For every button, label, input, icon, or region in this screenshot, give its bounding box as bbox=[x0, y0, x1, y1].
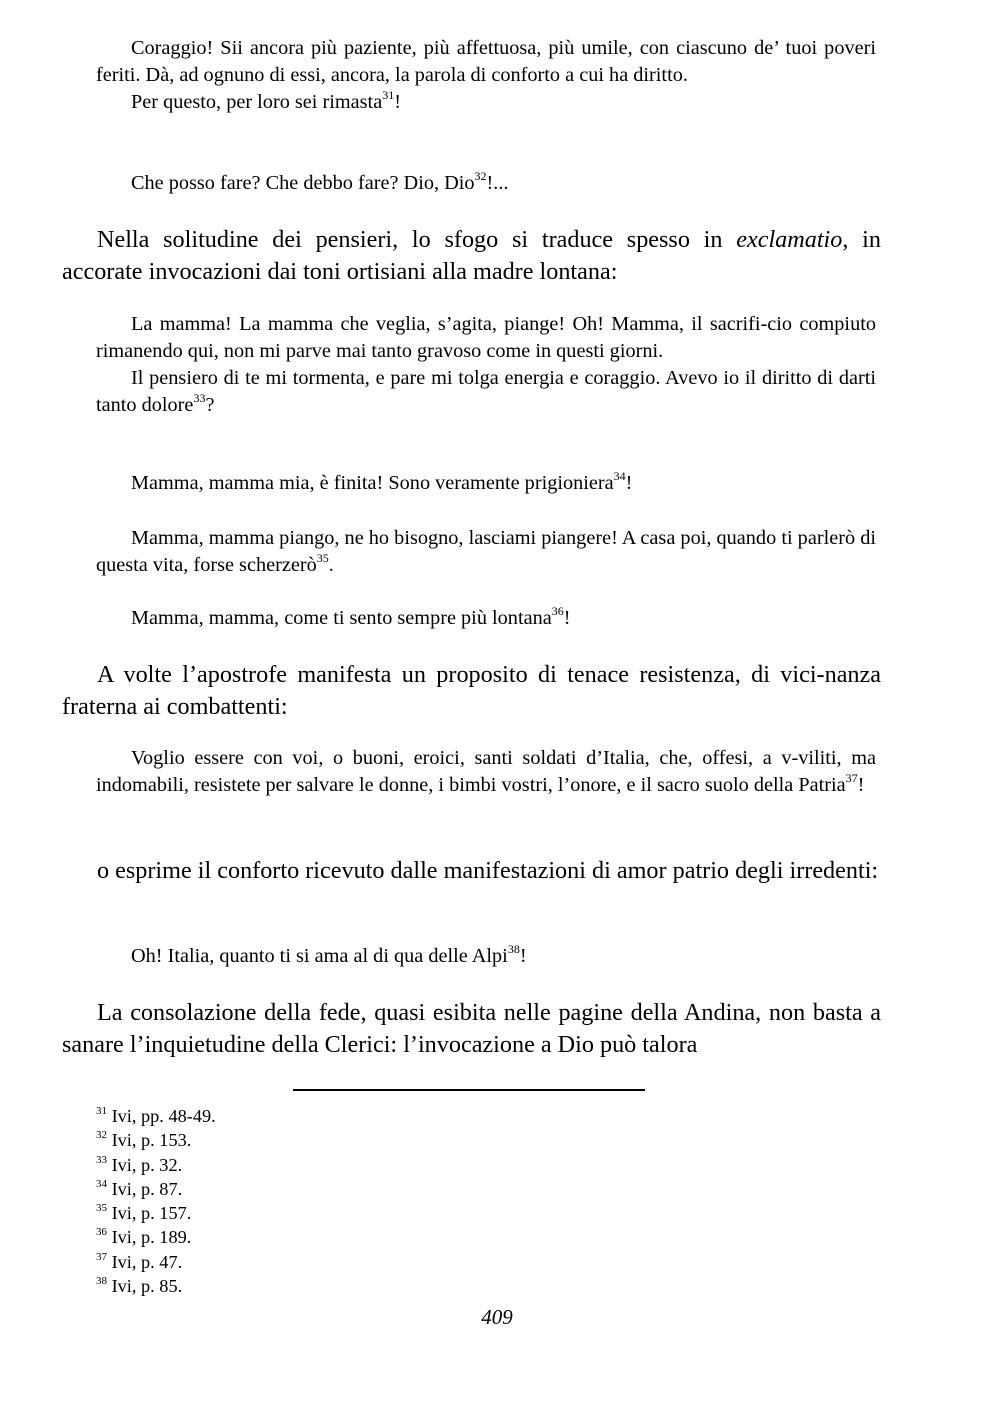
footnote-ref[interactable]: 31 bbox=[382, 88, 395, 103]
quote-paragraph bbox=[96, 943, 876, 970]
footnote bbox=[96, 1153, 216, 1177]
quote-paragraph bbox=[96, 470, 876, 497]
block-quote bbox=[96, 943, 876, 970]
quote-text-end: ! bbox=[519, 945, 527, 967]
quote-paragraph: Coraggio! Sii ancora più paziente, più affettuosa, più umile, con ciascuno de’ tuoi poveri feriti. Dà, ad ognuno di essi, ancora, la parola di conforto a cui ha diritto. bbox=[96, 37, 876, 86]
footnotes bbox=[96, 1104, 216, 1298]
footnote bbox=[96, 1104, 216, 1128]
footnote bbox=[96, 1177, 216, 1201]
quote-paragraph bbox=[96, 605, 876, 632]
quote-paragraph bbox=[96, 89, 876, 116]
body-text: o esprime il conforto ricevuto dalle manifestazioni di amor patrio degli irredenti: bbox=[97, 857, 879, 884]
footnote-number: 33 bbox=[96, 1153, 107, 1166]
footnote-ref[interactable]: 38 bbox=[507, 942, 520, 957]
footnote-text: Ivi, p. 85. bbox=[111, 1276, 183, 1297]
block-quote bbox=[96, 35, 876, 116]
body-paragraph bbox=[62, 855, 881, 887]
quote-text-end: ! bbox=[563, 607, 571, 629]
block-quote bbox=[96, 470, 876, 497]
quote-text-end: !... bbox=[486, 172, 509, 194]
footnote bbox=[96, 1250, 216, 1274]
footnote-ref[interactable]: 36 bbox=[551, 604, 564, 619]
quote-text: Mamma, mamma, come ti sento sempre più lontana bbox=[131, 607, 552, 629]
quote-text: Mamma, mamma mia, è finita! Sono veramente prigioniera bbox=[131, 472, 614, 494]
body-paragraph bbox=[62, 997, 881, 1060]
footnote-number: 36 bbox=[96, 1226, 107, 1239]
footnote-text: Ivi, p. 87. bbox=[111, 1178, 183, 1199]
block-quote bbox=[96, 170, 876, 197]
footnote-text: Ivi, p. 189. bbox=[111, 1227, 192, 1248]
footnote-text: Ivi, pp. 48-49. bbox=[111, 1106, 216, 1126]
footnote bbox=[96, 1274, 216, 1298]
footnote-ref[interactable]: 35 bbox=[316, 551, 329, 566]
body-text: A volte l’apostrofe manifesta un proposito di tenace resistenza, di vici-nanza fraterna ai combattenti: bbox=[62, 661, 881, 720]
body-text: Nella solitudine dei pensieri, lo sfogo si traduce spesso in bbox=[97, 226, 737, 253]
quote-text-end: ! bbox=[625, 472, 633, 494]
footnote-text: Ivi, p. 47. bbox=[111, 1251, 183, 1272]
quote-text-end: ? bbox=[205, 394, 215, 416]
footnote-number: 37 bbox=[96, 1250, 107, 1263]
footnote-ref[interactable]: 37 bbox=[845, 771, 858, 786]
block-quote bbox=[96, 745, 876, 799]
block-quote bbox=[96, 605, 876, 632]
footnote bbox=[96, 1128, 216, 1152]
quote-text: Oh! Italia, quanto ti si ama al di qua delle Alpi bbox=[131, 945, 508, 967]
footnote bbox=[96, 1225, 216, 1249]
quote-paragraph bbox=[96, 365, 876, 419]
quote-text: Il pensiero di te mi tormenta, e pare mi tolga energia e coraggio. Avevo io il diritto di darti tanto dolore bbox=[96, 367, 876, 416]
footnote-number: 31 bbox=[96, 1104, 107, 1117]
quote-paragraph bbox=[96, 170, 876, 197]
quote-text-end: . bbox=[328, 554, 334, 576]
footnote-text: Ivi, p. 153. bbox=[111, 1130, 192, 1151]
quote-paragraph bbox=[96, 525, 876, 579]
emphasis: exclamatio bbox=[736, 226, 843, 253]
footnote-ref[interactable]: 32 bbox=[474, 169, 487, 184]
footnote-text: Ivi, p. 157. bbox=[111, 1203, 192, 1224]
footnote-number: 38 bbox=[96, 1274, 107, 1287]
body-text: La consolazione della fede, quasi esibita nelle pagine della Andina, non basta a sanare l’inquietudine della Clerici: l’invocazione a Dio può talora bbox=[62, 999, 881, 1058]
body-text: , in accorate invocazioni dai toni ortisiani alla madre lontana: bbox=[62, 226, 881, 285]
footnote-number: 34 bbox=[96, 1177, 107, 1190]
body-paragraph bbox=[62, 224, 881, 287]
quote-text-end: ! bbox=[857, 774, 865, 796]
footnote-ref[interactable]: 33 bbox=[193, 391, 206, 406]
footnote bbox=[96, 1201, 216, 1225]
block-quote bbox=[96, 311, 876, 419]
body-paragraph bbox=[62, 659, 881, 722]
footnote-number: 35 bbox=[96, 1202, 107, 1215]
footnote-separator bbox=[293, 1089, 645, 1091]
quote-text: Mamma, mamma piango, ne ho bisogno, lasciami piangere! A casa poi, quando ti parlerò di questa vita, forse scherzerò bbox=[96, 527, 876, 576]
quote-paragraph bbox=[96, 745, 876, 799]
quote-text: Per questo, per loro sei rimasta bbox=[131, 91, 383, 113]
page-number: 409 bbox=[481, 1305, 513, 1329]
block-quote bbox=[96, 525, 876, 579]
quote-text: Che posso fare? Che debbo fare? Dio, Dio bbox=[131, 172, 475, 194]
quote-text: Voglio essere con voi, o buoni, eroici, santi soldati d’Italia, che, offesi, a v-viliti, ma indomabili, resistete per salvare le donne, i bimbi vostri, l’onore, e il sacro suolo della Patria bbox=[96, 747, 876, 796]
quote-text-end: ! bbox=[394, 91, 401, 113]
footnote-number: 32 bbox=[96, 1129, 107, 1142]
footnote-text: Ivi, p. 32. bbox=[111, 1154, 183, 1175]
quote-paragraph: La mamma! La mamma che veglia, s’agita, piange! Oh! Mamma, il sacrifi-cio compiuto rimanendo qui, non mi parve mai tanto gravoso come in questi giorni. bbox=[96, 313, 876, 362]
footnote-ref[interactable]: 34 bbox=[613, 469, 626, 484]
